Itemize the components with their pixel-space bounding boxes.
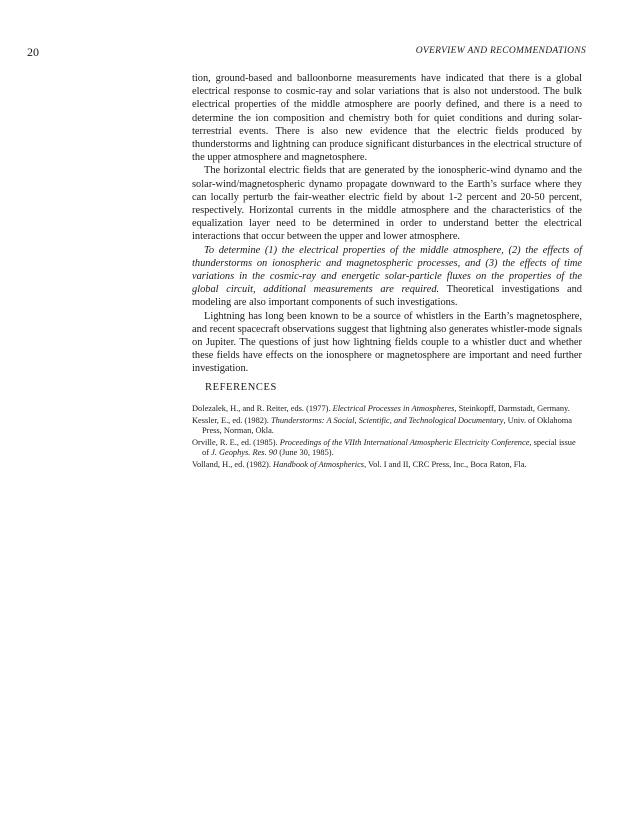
running-head: OVERVIEW AND RECOMMENDATIONS — [415, 46, 586, 56]
reference-title: Handbook of Atmospherics — [273, 459, 365, 469]
reference-item — [192, 460, 584, 471]
paragraph-3-rest: Theoretical investigations and modeling are also important components of such investigations. — [192, 284, 582, 309]
reference-authors: Dolezalek, H., and R. Reiter, eds. (1977). — [192, 404, 333, 413]
references-list — [192, 404, 584, 472]
paragraph-1: tion, ground-based and balloonborne measurements have indicated that there is a global electrical response to cosmic-ray and solar variations that is also not understood. The bulk electrical properties of the middle atmosphere are poorly defined, and there is a need to determine the ion composition and chemistry both for quiet conditions and during solar-terrestrial events. There is also new evidence that the electric fields produced by thunderstorms and lightning can produce significant disturbances in the electrical structure of the upper atmosphere and magnetosphere. — [192, 73, 582, 164]
reference-date: (June 30, 1985). — [277, 448, 334, 458]
page-number: 20 — [27, 45, 39, 59]
body-text — [192, 72, 582, 376]
paragraph-4: Lightning has long been known to be a source of whistlers in the Earth’s magnetosphere, and recent spacecraft observations suggest that lightning also generates whistler-mode signals on Jupiter. The questions of just how lightning fields couple to a whistler duct and whether these fields have effects on the ionosphere or magnetosphere are important and need further investigation. — [192, 310, 582, 375]
reference-publisher: , Steinkopff, Darmstadt, Germany. — [454, 404, 570, 413]
references-heading: REFERENCES — [205, 382, 277, 393]
reference-item — [192, 404, 584, 415]
reference-publisher: , Univ. of Oklahoma Press, Norman, Okla. — [202, 415, 572, 436]
reference-title: Electrical Processes in Atmospheres — [332, 404, 455, 413]
reference-item — [192, 438, 584, 459]
reference-authors: Orville, R. E., ed. (1985). — [192, 437, 280, 447]
paragraph-3-emphasis: To determine (1) the electrical properties of the middle atmosphere, (2) the effects of thunderstorms on ionospheric and magnetospheric processes, and (3) the effects of time variations in the cosmic-ray and energetic solar-particle fluxes on the properties of the global circuit, additional measurements are required. — [192, 244, 582, 296]
reference-item — [192, 416, 584, 437]
reference-publisher: , special issue of — [202, 437, 576, 458]
reference-publisher: , Vol. I and II, CRC Press, Inc., Boca Raton, Fla. — [364, 459, 527, 469]
reference-title: Thunderstorms: A Social, Scientific, and Technological Documentary — [270, 415, 504, 425]
paragraph-3 — [192, 244, 582, 310]
reference-journal: J. Geophys. Res. 90 — [211, 448, 278, 458]
reference-authors: Kessler, E., ed. (1982). — [192, 415, 271, 425]
reference-title: Proceedings of the VIIth International Atmospheric Electricity Conference — [279, 437, 530, 447]
reference-authors: Volland, H., ed. (1982). — [192, 459, 274, 469]
paragraph-2: The horizontal electric fields that are generated by the ionospheric-wind dynamo and the solar-wind/magnetospheric dynamo propagate downward to the Earth’s surface where they can locally perturb the fair-weather electric field by about 1-2 percent and 20-50 percent, respectively. Horizontal currents in the middle atmosphere and the characteristics of the equalization layer need to be determined in order to understand better the electrical interactions that occur between the upper and lower atmosphere. — [192, 165, 582, 243]
